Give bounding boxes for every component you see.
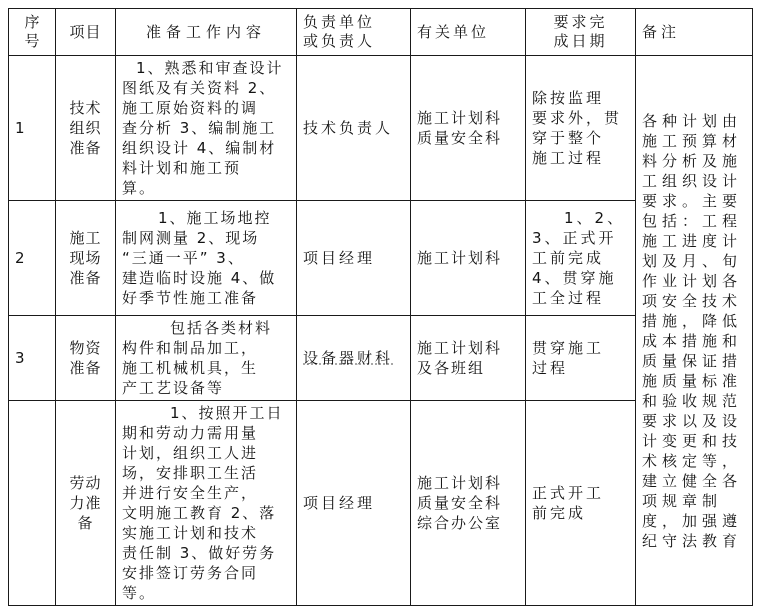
row-item-cell (56, 201, 116, 316)
row-deadline: 正式开工 前完成 (532, 484, 605, 522)
row-owner-cell (297, 56, 411, 201)
table-row (9, 56, 753, 201)
row-deadline: 除按监理 要求外，贯 穿于整个 施工过程 (532, 89, 623, 167)
row-deadline: 贯穿施工 过程 (532, 339, 605, 377)
row-deadline-cell (526, 201, 636, 316)
header-cell-deadline (526, 9, 636, 56)
remarks-cell (636, 56, 753, 606)
row-index-cell (9, 56, 56, 201)
header-cell-remarks (636, 9, 753, 56)
row-owner-cell (297, 401, 411, 606)
row-related: 施工计划科 质量安全科 (417, 109, 503, 147)
row-item-cell (56, 401, 116, 606)
row-related: 施工计划科 (417, 249, 503, 267)
row-content-cell (116, 401, 297, 606)
row-item-cell (56, 56, 116, 201)
header-related-label: 有关单位 (417, 22, 490, 41)
row-item: 技术 组织 准备 (69, 99, 102, 157)
row-content: 1、熟悉和审查设计 图纸及有关资料 2、 施工原始资料的调 查分析 3、编制施工 组织设计 4、编制材 料计划和施工预 算。 (122, 59, 284, 197)
row-index-cell (9, 401, 56, 606)
header-item-label: 项目 (69, 22, 102, 41)
row-deadline-cell (526, 316, 636, 401)
row-related-cell (411, 401, 526, 606)
row-related-cell (411, 201, 526, 316)
row-related-cell (411, 56, 526, 201)
row-content-cell (116, 201, 297, 316)
row-item: 物资 准备 (69, 339, 102, 377)
row-deadline-cell (526, 56, 636, 201)
row-content: 1、施工场地控 制网测量 2、现场 “三通一平” 3、 建造临时设施 4、做 好季节性施工准备 (122, 209, 277, 307)
row-related-cell (411, 316, 526, 401)
row-owner: 设备器财科 (303, 349, 394, 367)
header-cell-item (56, 9, 116, 56)
header-cell-owner (297, 9, 411, 56)
row-item: 施工 现场 准备 (69, 229, 102, 287)
header-remarks-label: 备注 (642, 22, 681, 41)
header-content-label: 准备工作内容 (145, 22, 266, 41)
header-cell-index (9, 9, 56, 56)
row-owner: 项目经理 (303, 249, 376, 267)
row-index-cell (9, 201, 56, 316)
header-cell-content (116, 9, 297, 56)
header-index-label: 序 号 (24, 13, 40, 50)
row-owner-cell (297, 201, 411, 316)
row-content-cell (116, 316, 297, 401)
row-index: 2 (15, 249, 25, 267)
header-cell-related (411, 9, 526, 56)
row-index: 1 (15, 119, 25, 137)
preparation-work-table (8, 8, 753, 606)
row-content: 1、按照开工日 期和劳动力需用量 计划，组织工人进 场，安排职工生活 并进行安全生产， 文明施工教育 2、落 实施工计划和技术 责任制 3、做好劳务 安排签订劳务合同 等。 (122, 404, 284, 602)
remarks-text: 各种计划由 施工预算材 料分析及施 工组织设计 要求。主要 包括：工程 施工进度计 划及月、旬 作业计划各 项安全技术 措施，降低 成本措施和 质量保证措 施质量标准 和验收规范 要求以及设 计变更和技 术核定等， 建立健全各 项规章制 度，加强遵 纪守法教育 (642, 111, 743, 550)
row-related: 施工计划科 及各班组 (417, 339, 503, 377)
row-content-cell (116, 56, 297, 201)
row-owner-cell (297, 316, 411, 401)
header-row (9, 9, 753, 56)
row-index: 3 (15, 349, 25, 367)
row-related: 施工计划科 质量安全科 综合办公室 (417, 474, 503, 532)
row-item-cell (56, 316, 116, 401)
row-content: 包括各类材料 构件和制品加工， 施工机械机具，生 产工艺设备等 (122, 319, 273, 397)
header-owner-label: 负责单位 或负责人 (303, 13, 376, 50)
row-index-cell (9, 316, 56, 401)
row-item: 劳动 力准 备 (69, 474, 102, 532)
row-deadline: 1、2、 3、正式开 工前完成 4、贯穿施 工全过程 (532, 209, 626, 307)
row-owner: 项目经理 (303, 494, 376, 512)
header-deadline-label: 要求完 成日期 (553, 13, 608, 50)
row-owner: 技术负责人 (303, 119, 394, 137)
row-deadline-cell (526, 401, 636, 606)
